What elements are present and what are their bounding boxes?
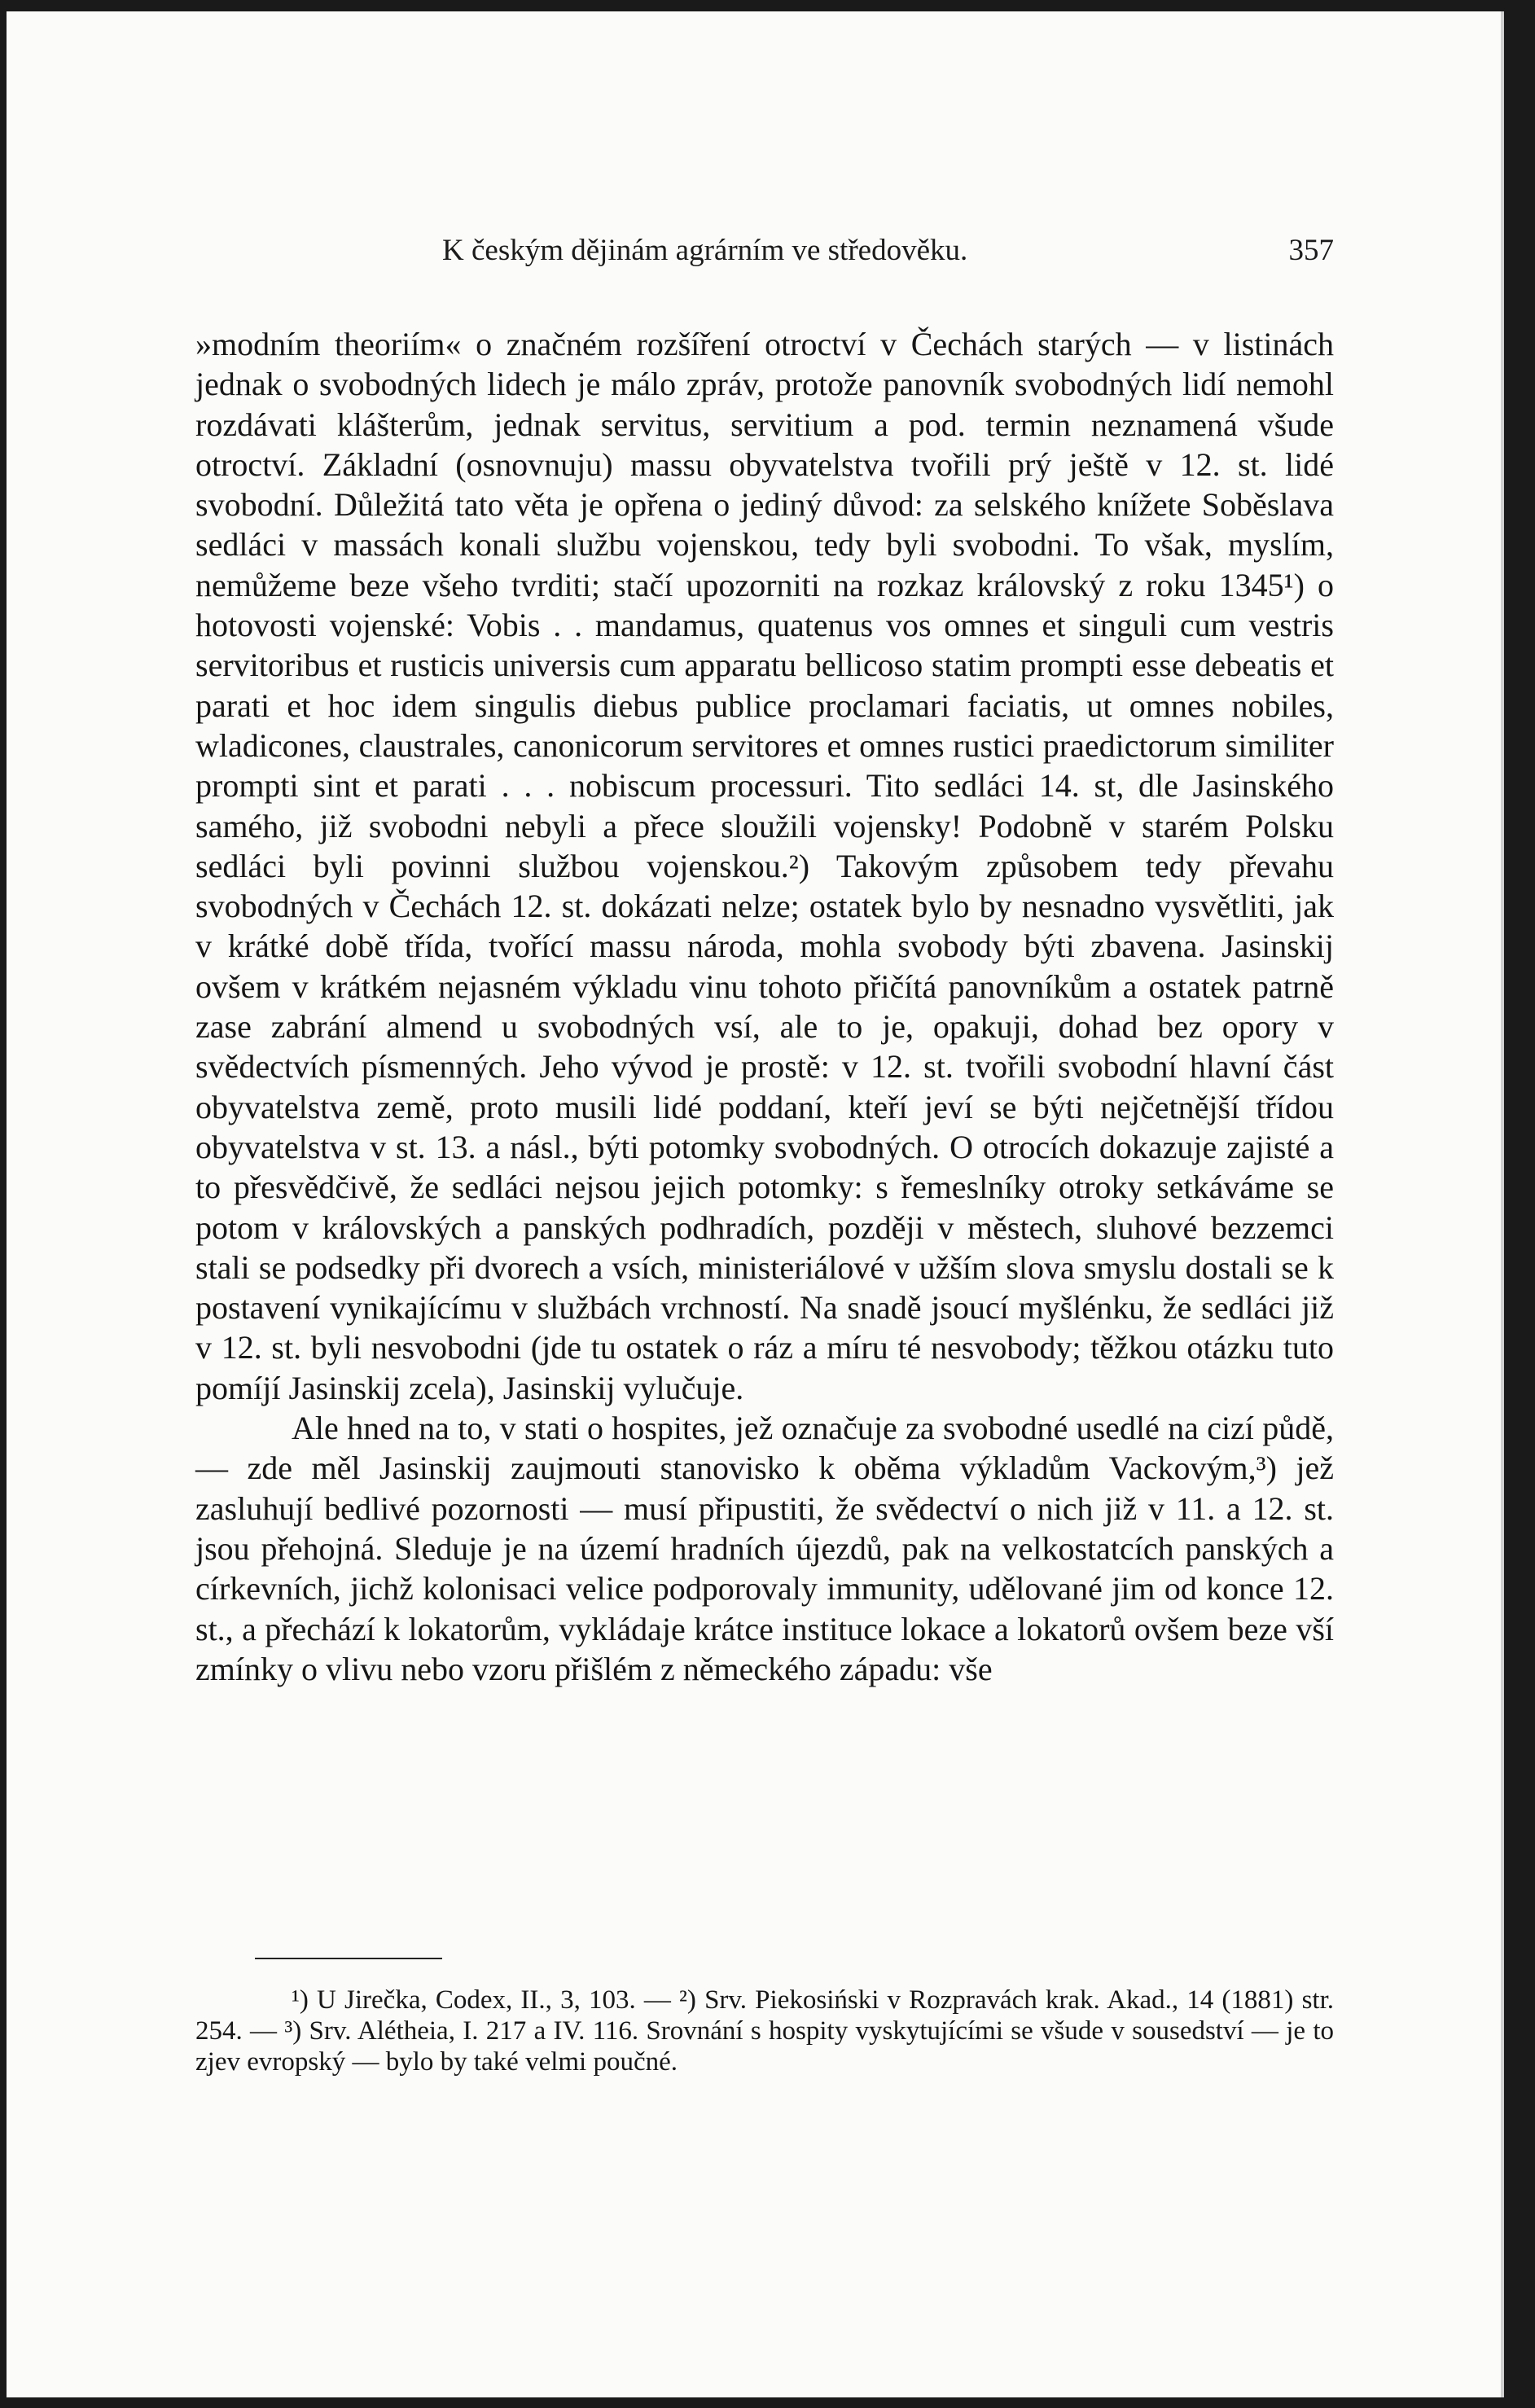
paragraph: »modním theoriím« o značném rozšíření otroctví v Čechách starých — v listinách jednak o svobodných lidech je málo zpráv, protože panovník svobodných lidí nemohl rozdávati klášterům, jednak servitus, servitium a pod. termin neznamená všude otroctví. Základní (osnovnuju) massu obyvatelstva tvořili prý ještě v 12. st. lidé svobodní. Důležitá tato věta je opřena o jediný důvod: za selského knížete Soběslava sedláci v massách konali službu vojenskou, tedy byli svobodni. To však, myslím, nemůžeme beze všeho tvrditi; stačí upozorniti na rozkaz královský z roku 1345¹) o hotovosti vojenské: Vobis . . mandamus, quatenus vos omnes et singuli cum vestris servitoribus et rusticis universis cum apparatu bellicoso statim prompti esse debeatis et parati et hoc idem singulis diebus publice proclamari faciatis, ut omnes nobiles, wladicones, claustrales, canonicorum servitores et omnes rustici praedictorum similiter prompti sint et parati . . . nobiscum processuri. Tito sedláci 14. st, dle Jasinského samého, již svobodni nebyli a přece sloužili vojensky! Podobně v starém Polsku sedláci byli povinni službou vojenskou.²) Takovým způsobem tedy převahu svobodných v Čechách 12. st. dokázati nelze; ostatek bylo by nesnadno vysvětliti, jak v krátké době třída, tvořící massu národa, mohla svobody býti zbavena. Jasinskij ovšem v krátkém nejasném výkladu vinu tohoto přičítá panovníkům a ostatek patrně zase zabrání almend u svobodných vsí, ale to je, opakuji, dohad bez opory v svědectvích písmenných. Jeho vývod je prostě: v 12. st. tvořili svobodní hlavní část obyvatelstva země, proto musili lidé poddaní, kteří jeví se býti nejčetnější třídou obyvatelstva v st. 13. a násl., býti potomky svobodných. O otrocích dokazuje zajisté a to přesvědčivě, že sedláci nejsou jejich potomky: s řemeslníky otroky setkáváme se potom v královských a panských podhradích, později v městech, sluhové bezzemci stali se podsedky při dvorech a vsích, ministeriálové v užším slova smyslu dostali se k postavení vynikajícímu v službách vrchností. Na snadě jsoucí myšlénku, že sedláci již v 12. st. byli nesvobodni (jde tu ostatek o ráz a míru té nesvobody; těžkou otázku tuto pomíjí Jasinskij zcela), Jasinskij vylučuje. xyxy=(195,326,1334,1406)
paragraph: Ale hned na to, v stati o hospites, jež označuje za svobodné usedlé na cizí půdě, — zde měl Jasinskij zaujmouti stanovisko k oběma výkladům Vackovým,³) jež zasluhují bedlivé pozornosti — musí připustiti, že svědectví o nich již v 11. a 12. st. jsou přehojná. Sleduje je na území hradních újezdů, pak na velkostatcích panských a církevních, jichž kolonisaci velice podporovaly immunity, udělované jim od konce 12. st., a přechází k lokatorům, vykládaje krátce instituce lokace a lokatorů ovšem beze vší zmínky o vlivu nebo vzoru přišlém z německého západu: vše xyxy=(195,1410,1334,1687)
main-text xyxy=(195,324,1334,1689)
book-page xyxy=(7,11,1504,2397)
footnotes xyxy=(195,1985,1334,2077)
page-number: 357 xyxy=(1288,234,1334,267)
running-title: K českým dějinám agrárním ve středověku. xyxy=(442,234,968,267)
footnote-separator xyxy=(255,1958,442,1959)
running-header xyxy=(194,233,1334,268)
footnote-text: ¹) U Jirečka, Codex, II., 3, 103. — ²) Srv. Piekosiński v Rozpravách krak. Akad., 14 (1881) str. 254. — ³) Srv. Alétheia, I. 217 a IV. 116. Srovnání s hospity vyskytujícími se všude v sousedství — je to zjev evropský — bylo by také velmi poučné. xyxy=(195,1985,1334,2077)
